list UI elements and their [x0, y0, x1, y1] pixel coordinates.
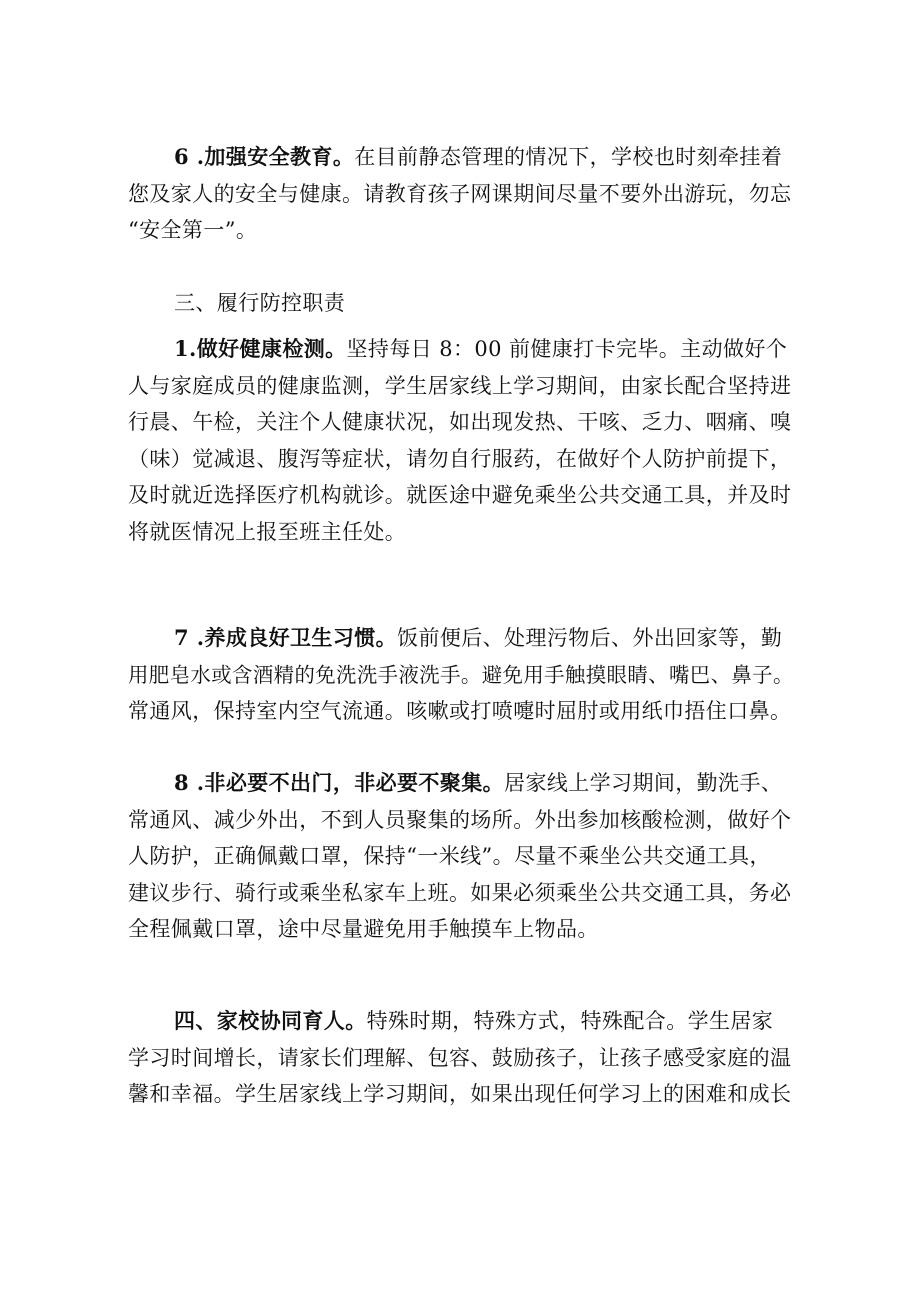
paragraph-home-school-cooperation: [128, 1003, 794, 1113]
paragraph-line: 馨和幸福。学生居家线上学习期间，如果出现任何学习上的困难和成长: [128, 1082, 792, 1106]
paragraph-line: 常通风，保持室内空气流通。咳嗽或打喷嚏时屈肘或用纸巾捂住口鼻。: [128, 699, 792, 723]
paragraph-line: （味）觉减退、腹泻等症状，请勿自行服药，在做好个人防护前提下，: [128, 446, 792, 471]
paragraph-lead: 7 .养成良好卫生习惯。: [174, 625, 398, 650]
paragraph-lead: 8 .非必要不出门，非必要不聚集。: [174, 770, 505, 795]
paragraph-line: 四、家校协同育人。特殊时期，特殊方式，特殊配合。学生居家: [174, 1008, 774, 1033]
paragraph-line: 将就医情况上报至班主任处。: [128, 519, 407, 544]
paragraph-line: 全程佩戴口罩，途中尽量避免用手触摸车上物品。: [128, 917, 599, 941]
paragraph-line: 7 .养成良好卫生习惯。饭前便后、处理污物后、外出回家等，勤: [174, 625, 783, 650]
paragraph-line: 8 .非必要不出门，非必要不聚集。居家线上学习期间，勤洗手、: [174, 770, 783, 795]
paragraph-line: 人与家庭成员的健康监测，学生居家线上学习期间，由家长配合坚持进: [128, 373, 792, 398]
paragraph-line: 人防护，正确佩戴口罩，保持“一米线”。尽量不乘坐公共交通工具，: [128, 844, 771, 868]
paragraph-lead: 6 .加强安全教育。: [174, 144, 355, 169]
paragraph-line: 1.做好健康检测。坚持每日 8：00 前健康打卡完毕。主动做好个: [174, 336, 788, 361]
paragraph-hygiene-habits: [128, 620, 794, 730]
paragraph-health-monitoring: [128, 331, 794, 550]
paragraph-line: 及时就近选择医疗机构就诊。就医途中避免乘坐公共交通工具，并及时: [128, 483, 792, 507]
paragraph-stay-home: [128, 765, 794, 948]
paragraph-line: 建议步行、骑行或乘坐私家车上班。如果必须乘坐公共交通工具，务必: [128, 880, 792, 905]
section-heading: 三、履行防控职责: [174, 291, 346, 315]
paragraph-lead: 四、家校协同育人。: [174, 1008, 367, 1033]
paragraph-line: 用肥皂水或含酒精的免洗洗手液洗手。避免用手触摸眼睛、嘴巴、鼻子。: [128, 662, 794, 687]
paragraph-line: 您及家人的安全与健康。请教育孩子网课期间尽量不要外出游玩，勿忘: [128, 181, 792, 206]
paragraph-lead: 1.做好健康检测。: [174, 336, 347, 361]
paragraph-line: 常通风、减少外出，不到人员聚集的场所。外出参加核酸检测，做好个: [128, 807, 792, 832]
paragraph-line: 6 .加强安全教育。在目前静态管理的情况下，学校也时刻牵挂着: [174, 144, 783, 169]
paragraph-line: 学习时间增长，请家长们理解、包容、鼓励孩子，让孩子感受家庭的温: [128, 1045, 792, 1070]
paragraph-line: 行晨、午检，关注个人健康状况，如出现发热、干咳、乏力、咽痛、嗅: [128, 410, 792, 434]
paragraph-line: “安全第一”。: [128, 218, 258, 242]
paragraph-safety-education: [128, 139, 794, 249]
